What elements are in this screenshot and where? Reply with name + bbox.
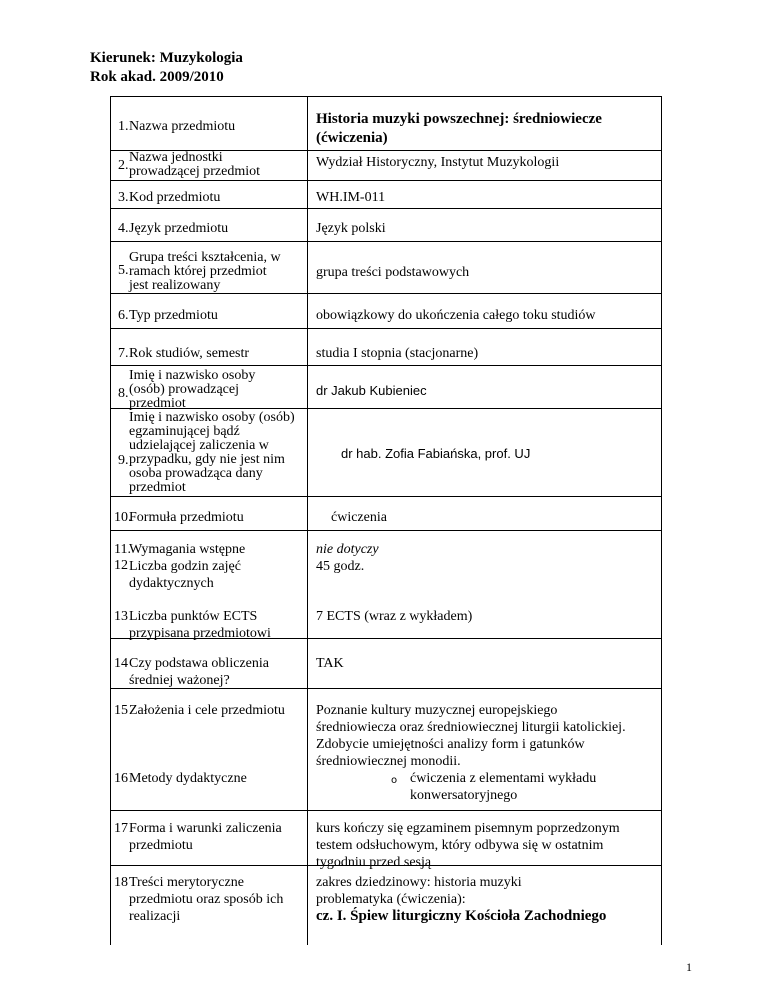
row-8-value: dr Jakub Kubieniec xyxy=(316,383,427,398)
row-16-value-line2: konwersatoryjnego xyxy=(410,788,518,803)
row-17-value-line2: testem odsłuchowym, który odbywa się w ostatnim xyxy=(316,838,604,853)
row-3-number: 3. xyxy=(118,190,129,205)
row-divider xyxy=(110,241,661,242)
row-16-value-line1: ćwiczenia z elementami wykładu xyxy=(410,771,597,786)
row-15-value-line2: średniowiecza oraz średniowiecznej liturgii katolickiej. xyxy=(316,720,626,735)
row-divider xyxy=(110,810,661,811)
row-15-value-line4: średniowiecznej monodii. xyxy=(316,754,461,769)
row-1-value-line1: Historia muzyki powszechnej: średniowiecze xyxy=(316,111,602,127)
row-13-label-line2: przypisana przedmiotowi xyxy=(129,626,271,641)
row-8-label-line3: przedmiot xyxy=(129,396,186,411)
row-13-label-line1: Liczba punktów ECTS xyxy=(129,609,258,624)
row-2-value: Wydział Historyczny, Instytut Muzykologii xyxy=(316,155,560,170)
bullet-icon: o xyxy=(391,775,398,786)
field-of-study: Kierunek: Muzykologia xyxy=(90,50,243,66)
row-14-value: TAK xyxy=(316,656,344,671)
row-10-label: Formuła przedmiotu xyxy=(129,510,244,525)
row-divider xyxy=(110,530,661,531)
row-18-value-line3: cz. I. Śpiew liturgiczny Kościoła Zachodniego xyxy=(316,908,607,924)
row-3-label: Kod przedmiotu xyxy=(129,190,221,205)
row-12-label-line1: Liczba godzin zajęć xyxy=(129,559,241,574)
academic-year: Rok akad. 2009/2010 xyxy=(90,69,224,85)
row-6-label: Typ przedmiotu xyxy=(129,308,218,323)
row-9-number: 9. xyxy=(118,453,129,468)
row-15-number: 15 xyxy=(114,703,128,718)
row-13-number: 13 xyxy=(114,609,128,624)
row-5-number: 5. xyxy=(118,263,129,278)
row-divider xyxy=(110,408,661,409)
row-9-label-line3: udzielającej zaliczenia w xyxy=(129,438,269,453)
row-7-label: Rok studiów, semestr xyxy=(129,346,250,361)
row-18-label-line3: realizacji xyxy=(129,909,181,924)
row-4-value: Język polski xyxy=(316,221,386,236)
row-11-number: 11. xyxy=(114,542,131,557)
row-divider xyxy=(110,365,661,366)
row-8-number: 8. xyxy=(118,386,129,401)
row-18-label-line1: Treści merytoryczne xyxy=(129,875,244,890)
row-divider xyxy=(110,688,661,689)
row-12-label-line2: dydaktycznych xyxy=(129,576,214,591)
row-14-number: 14 xyxy=(114,656,128,671)
col-divider xyxy=(110,96,111,945)
row-17-label-line2: przedmiotu xyxy=(129,838,193,853)
row-1-number: 1. xyxy=(118,119,129,134)
row-18-value-line2: problematyka (ćwiczenia): xyxy=(316,892,466,907)
row-4-label: Język przedmiotu xyxy=(129,221,229,236)
row-divider xyxy=(110,293,661,294)
row-16-number: 16 xyxy=(114,771,128,786)
row-6-value: obowiązkowy do ukończenia całego toku studiów xyxy=(316,308,596,323)
row-14-label-line1: Czy podstawa obliczenia xyxy=(129,656,269,671)
row-12-value: 45 godz. xyxy=(316,559,365,574)
row-1-value-line2: (ćwiczenia) xyxy=(316,130,388,146)
row-9-label-line5: osoba prowadząca dany xyxy=(129,466,263,481)
row-17-value-line3: tygodniu przed sesją xyxy=(316,855,432,870)
page-number: 1 xyxy=(686,960,692,974)
row-5-label-line3: jest realizowany xyxy=(129,278,221,293)
row-9-value: dr hab. Zofia Fabiańska, prof. UJ xyxy=(341,446,531,461)
row-2-number: 2. xyxy=(118,158,129,173)
row-5-value: grupa treści podstawowych xyxy=(316,265,470,280)
row-16-label: Metody dydaktyczne xyxy=(129,771,247,786)
row-divider xyxy=(110,208,661,209)
row-10-number: 10. xyxy=(114,510,132,525)
row-5-label-line2: ramach której przedmiot xyxy=(129,264,267,279)
row-divider xyxy=(110,96,661,97)
row-8-label-line1: Imię i nazwisko osoby xyxy=(129,368,256,383)
row-9-label-line2: egzaminującej bądź xyxy=(129,424,240,439)
col-divider xyxy=(661,96,662,945)
row-7-number: 7. xyxy=(118,346,129,361)
row-3-value: WH.IM-011 xyxy=(316,190,386,205)
row-15-value-line1: Poznanie kultury muzycznej europejskiego xyxy=(316,703,558,718)
col-divider xyxy=(307,96,308,945)
row-divider xyxy=(110,180,661,181)
row-15-value-line3: Zdobycie umiejętności analizy form i gatunków xyxy=(316,737,585,752)
row-4-number: 4. xyxy=(118,221,129,236)
row-6-number: 6. xyxy=(118,308,129,323)
document-header xyxy=(90,49,243,87)
row-17-label-line1: Forma i warunki zaliczenia xyxy=(129,821,282,836)
row-18-label-line2: przedmiotu oraz sposób ich xyxy=(129,892,284,907)
row-2-label-line2: prowadzącej przedmiot xyxy=(129,164,260,179)
row-10-value: ćwiczenia xyxy=(331,510,387,525)
row-11-value: nie dotyczy xyxy=(316,542,379,557)
row-13-value: 7 ECTS (wraz z wykładem) xyxy=(316,609,473,624)
row-2-label-line1: Nazwa jednostki xyxy=(129,150,223,165)
row-17-value-line1: kurs kończy się egzaminem pisemnym poprzedzonym xyxy=(316,821,620,836)
row-8-label-line2: (osób) prowadzącej xyxy=(129,382,240,397)
row-1-label: Nazwa przedmiotu xyxy=(129,119,236,134)
row-divider xyxy=(110,496,661,497)
row-divider xyxy=(110,328,661,329)
row-18-value-line1: zakres dziedzinowy: historia muzyki xyxy=(316,875,522,890)
row-12-number: 12 xyxy=(114,558,128,573)
row-14-label-line2: średniej ważonej? xyxy=(129,673,230,688)
row-15-label: Założenia i cele przedmiotu xyxy=(129,703,285,718)
row-5-label-line1: Grupa treści kształcenia, w xyxy=(129,250,281,265)
row-17-number: 17 xyxy=(114,821,128,836)
row-9-label-line1: Imię i nazwisko osoby (osób) xyxy=(129,410,295,425)
row-9-label-line6: przedmiot xyxy=(129,480,186,495)
row-18-number: 18 xyxy=(114,875,128,890)
row-7-value: studia I stopnia (stacjonarne) xyxy=(316,346,479,361)
row-9-label-line4: przypadku, gdy nie jest nim xyxy=(129,452,285,467)
row-11-label: Wymagania wstępne xyxy=(129,542,246,557)
